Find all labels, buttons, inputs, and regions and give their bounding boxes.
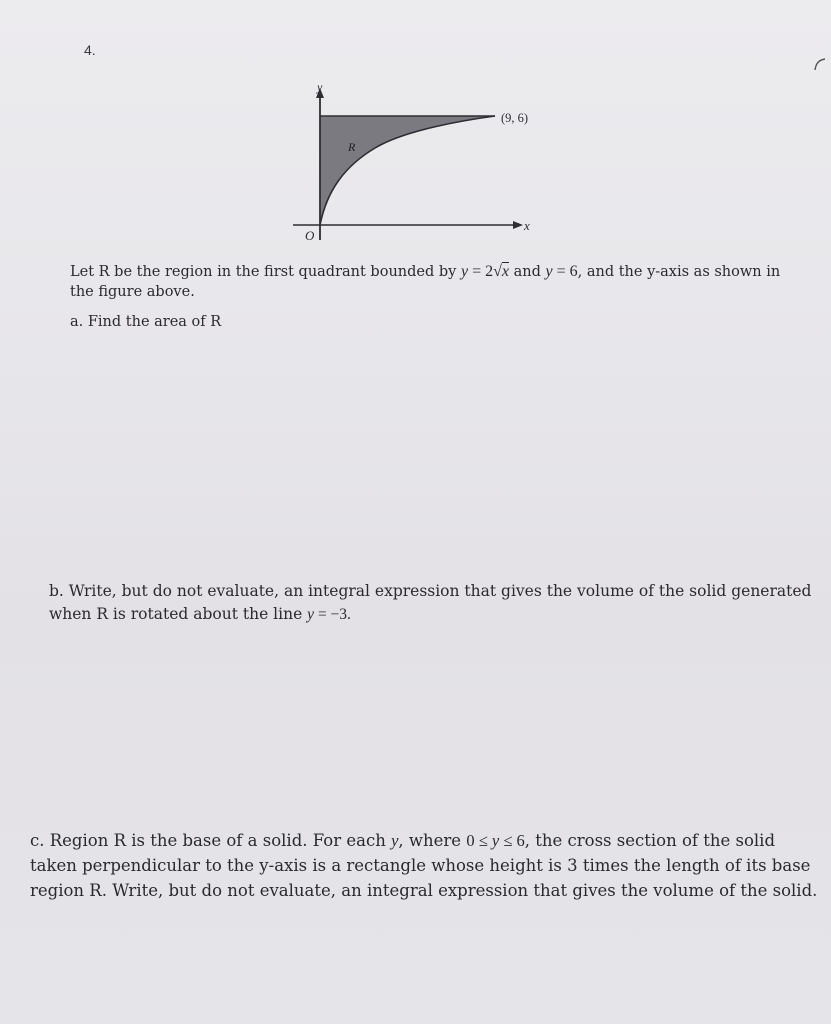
part-c-text-1: c. Region R is the base of a solid. For each <box>30 831 392 850</box>
equation-1-lhs: y <box>460 263 469 280</box>
page-edge-curl-icon <box>813 58 827 72</box>
intro-text-3: , and the y-axis as shown in the figure above. <box>70 264 781 300</box>
part-b-text: b. Write, but do not evaluate, an integral expression that gives the volume of the solid generated when R is rotated about the line <box>49 582 812 623</box>
part-c-ineq-right: ≤ 6 <box>499 831 525 850</box>
region-label: R <box>348 140 356 154</box>
question-number: 4. <box>84 42 96 58</box>
region-figure <box>285 80 555 250</box>
part-b-prompt <box>49 580 819 626</box>
part-c-ineq-var: y <box>491 831 500 850</box>
point-label: (9, 6) <box>501 111 529 125</box>
part-c-text-2: , where <box>398 831 467 850</box>
y-axis-label: y <box>317 80 323 94</box>
equation-1-coeff: = 2 <box>468 263 494 280</box>
intro-text-1: Let R be the region in the first quadrant bounded by <box>70 264 461 280</box>
part-b-eq-rhs: = −3. <box>314 606 351 623</box>
part-c-ineq-left: 0 ≤ <box>466 831 492 850</box>
part-c-prompt <box>30 828 825 903</box>
equation-2-lhs: y <box>545 263 553 280</box>
origin-label: O <box>305 228 315 243</box>
x-axis-label: x <box>524 218 530 233</box>
problem-statement <box>70 262 800 302</box>
part-a-prompt: a. Find the area of R <box>70 314 222 330</box>
sqrt-icon: √ <box>493 263 502 280</box>
part-c-text-3: , the cross section of the solid taken perpendicular to the y-axis is a rectangle whose height is 3 times the length of its base region R. Write, but do not evaluate, an integral expression that gives the volume of the solid. <box>30 831 818 900</box>
equation-1-radicand: x <box>501 263 509 280</box>
equation-2-rhs: = 6 <box>552 263 578 280</box>
part-b-eq-lhs: y <box>307 606 315 623</box>
intro-text-2: and <box>509 264 546 280</box>
part-c-var: y <box>391 831 399 850</box>
x-axis-arrow-icon <box>513 221 523 229</box>
